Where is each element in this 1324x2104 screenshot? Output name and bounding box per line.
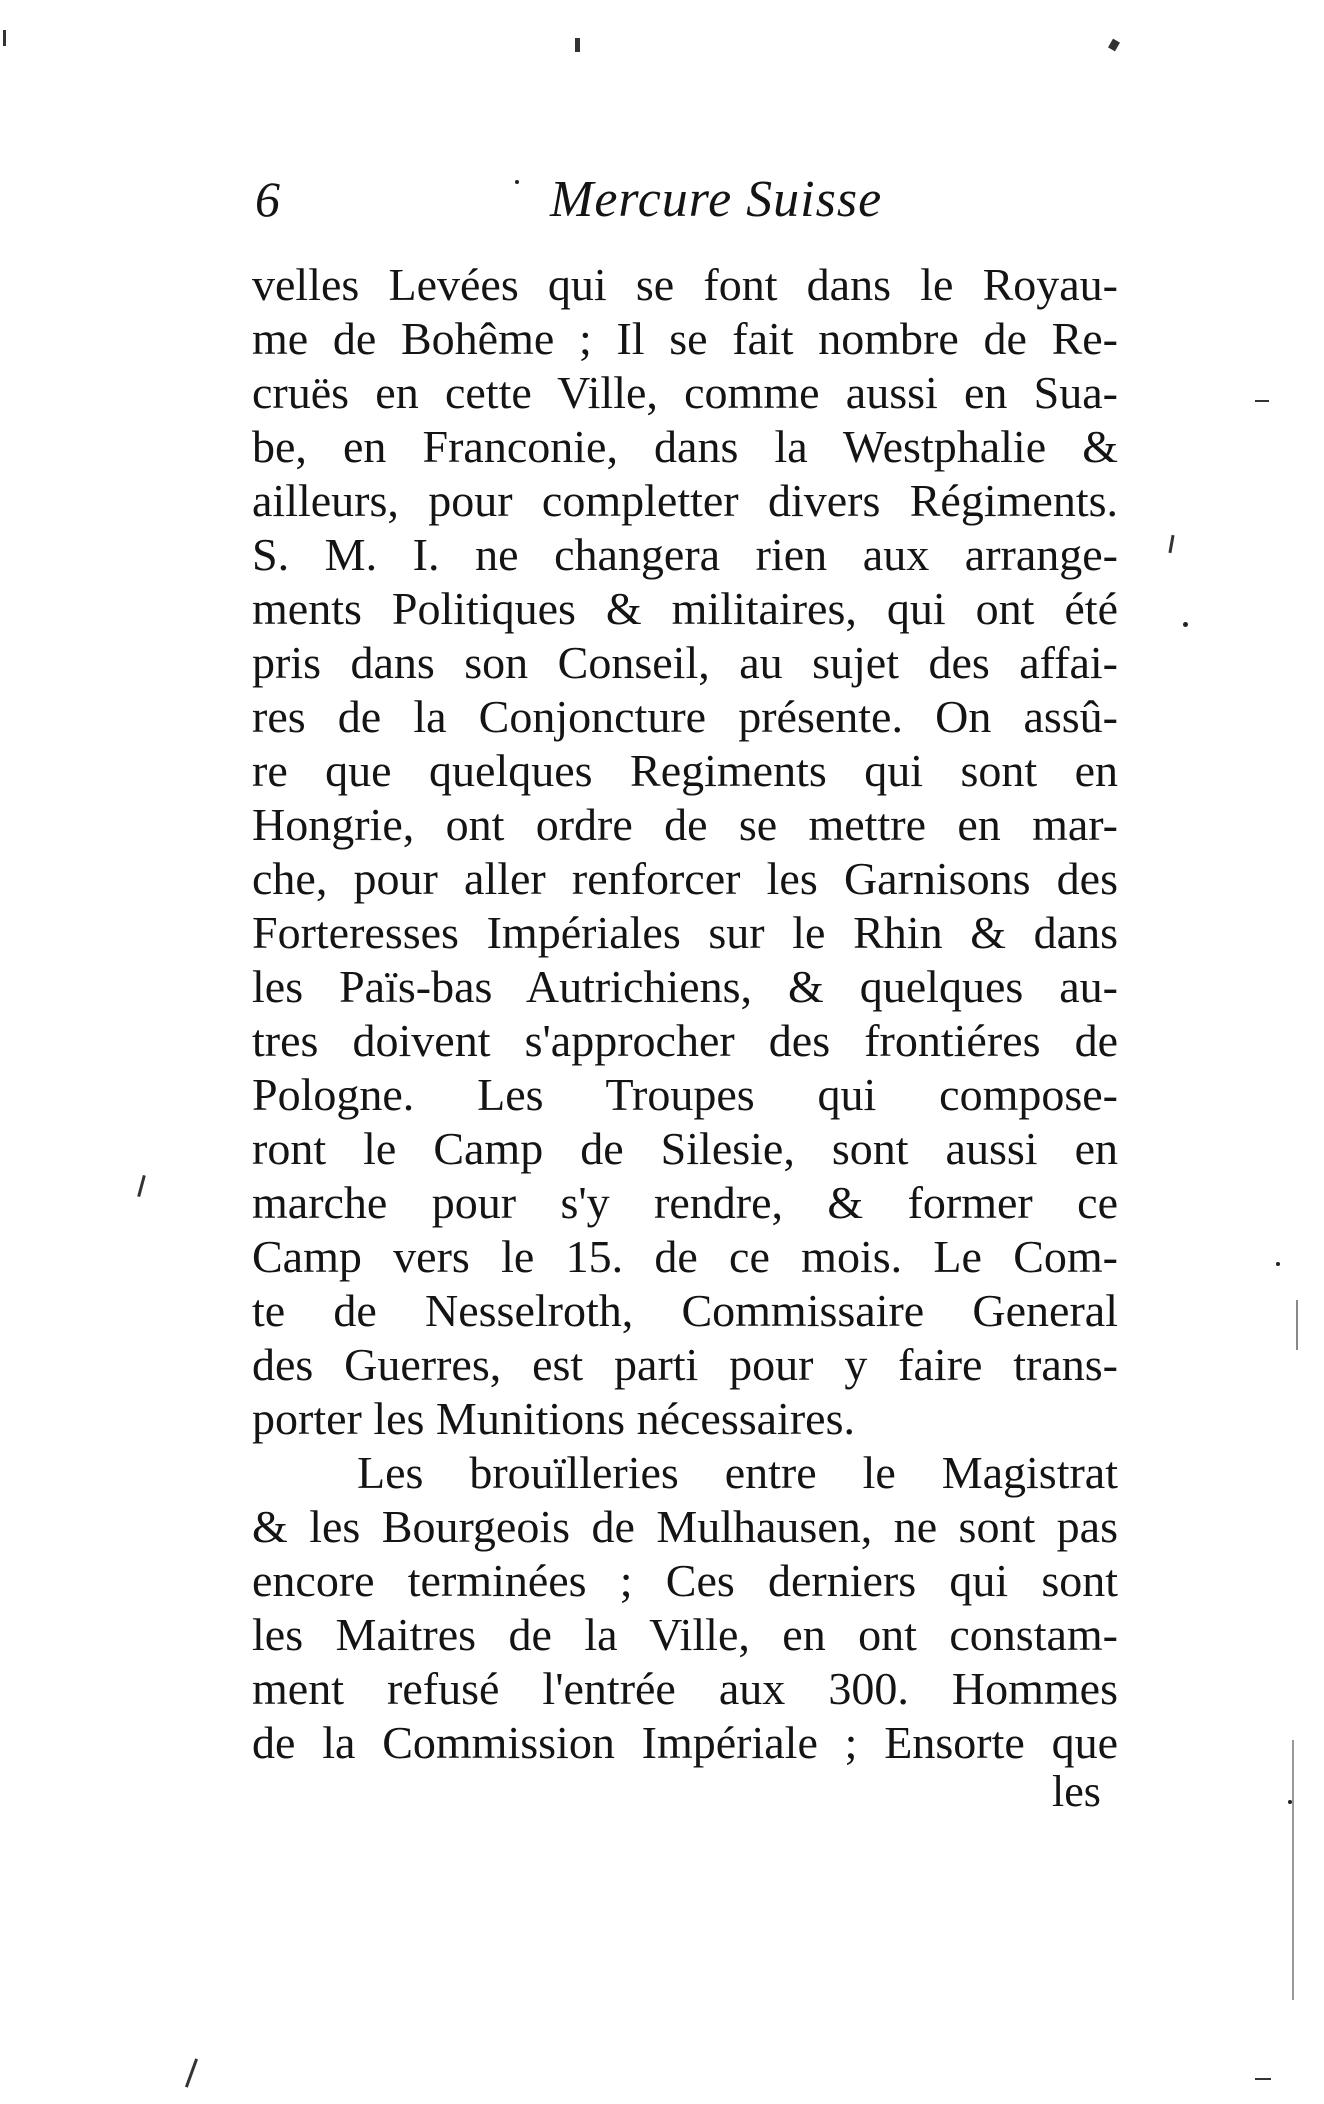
text-line: de la Commission Impériale ; Ensorte que <box>252 1717 1118 1768</box>
scan-speck <box>515 180 519 184</box>
text-line: tres doivent s'approcher des frontiéres de <box>252 1015 1118 1066</box>
text-line: che, pour aller renforcer les Garnisons des <box>252 853 1118 904</box>
text-line: marche pour s'y rendre, & former ce <box>252 1177 1118 1228</box>
scan-mark <box>185 2058 198 2087</box>
text-line: me de Bohême ; Il se fait nombre de Re- <box>252 313 1118 364</box>
text-line-camp: ront le Camp de Silesie, sont aussi en <box>252 1123 1118 1174</box>
scan-mark <box>1255 400 1269 402</box>
scan-speck <box>1276 1262 1280 1266</box>
text-line: ment refusé l'entrée aux 300. Hommes <box>252 1663 1118 1714</box>
text-line: porter les Munitions nécessaires. <box>252 1393 855 1444</box>
scan-mark <box>1255 2078 1271 2080</box>
text-line: velles Levées qui se font dans le Royau- <box>252 259 1118 310</box>
running-title: Mercure Suisse <box>550 171 883 228</box>
text-line: re que quelques Regiments qui sont en <box>252 745 1118 796</box>
text-line: S. M. I. ne changera rien aux arrange- <box>252 529 1118 580</box>
text-line: ailleurs, pour completter divers Régiments. <box>252 475 1118 526</box>
scan-mark <box>1168 535 1174 553</box>
page-number: 6 <box>255 171 280 227</box>
text-line: les Maitres de la Ville, en ont constam- <box>252 1609 1118 1660</box>
text-line: res de la Conjoncture présente. On assû- <box>252 691 1118 742</box>
paragraph-start-line: Les brouïlleries entre le Magistrat <box>357 1447 1118 1498</box>
text-line: & les Bourgeois de Mulhausen, ne sont pas <box>252 1501 1118 1552</box>
page-header <box>255 170 1115 240</box>
scan-mark <box>1296 1300 1298 1350</box>
catchword: les <box>1052 1767 1101 1816</box>
text-line: te de Nesselroth, Commissaire General <box>252 1285 1118 1336</box>
scan-mark <box>137 1175 146 1197</box>
scan-speck <box>1288 1800 1292 1804</box>
text-line: des Guerres, est parti pour y faire trans- <box>252 1339 1118 1390</box>
text-line: Forteresses Impériales sur le Rhin & dans <box>252 907 1118 958</box>
scan-mark <box>1108 39 1120 52</box>
scan-mark <box>3 30 6 46</box>
text-line: cruës en cette Ville, comme aussi en Sua- <box>252 367 1118 418</box>
body-text <box>252 258 1118 1770</box>
text-line: be, en Franconie, dans la Westphalie & <box>252 421 1118 472</box>
scan-speck <box>1183 622 1188 627</box>
scan-mark <box>575 38 580 52</box>
text-line: les Païs-bas Autrichiens, & quelques au- <box>252 961 1118 1012</box>
text-line: ments Politiques & militaires, qui ont été <box>252 583 1118 634</box>
text-line-pologne: Pologne. Les Troupes qui compose- <box>252 1069 1118 1120</box>
text-line: pris dans son Conseil, au sujet des affai- <box>252 637 1118 688</box>
text-line: Hongrie, ont ordre de se mettre en mar- <box>252 799 1118 850</box>
text-line: encore terminées ; Ces derniers qui sont <box>252 1555 1118 1606</box>
text-line: Camp vers le 15. de ce mois. Le Com- <box>252 1231 1118 1282</box>
scan-mark <box>1292 1740 1294 2000</box>
